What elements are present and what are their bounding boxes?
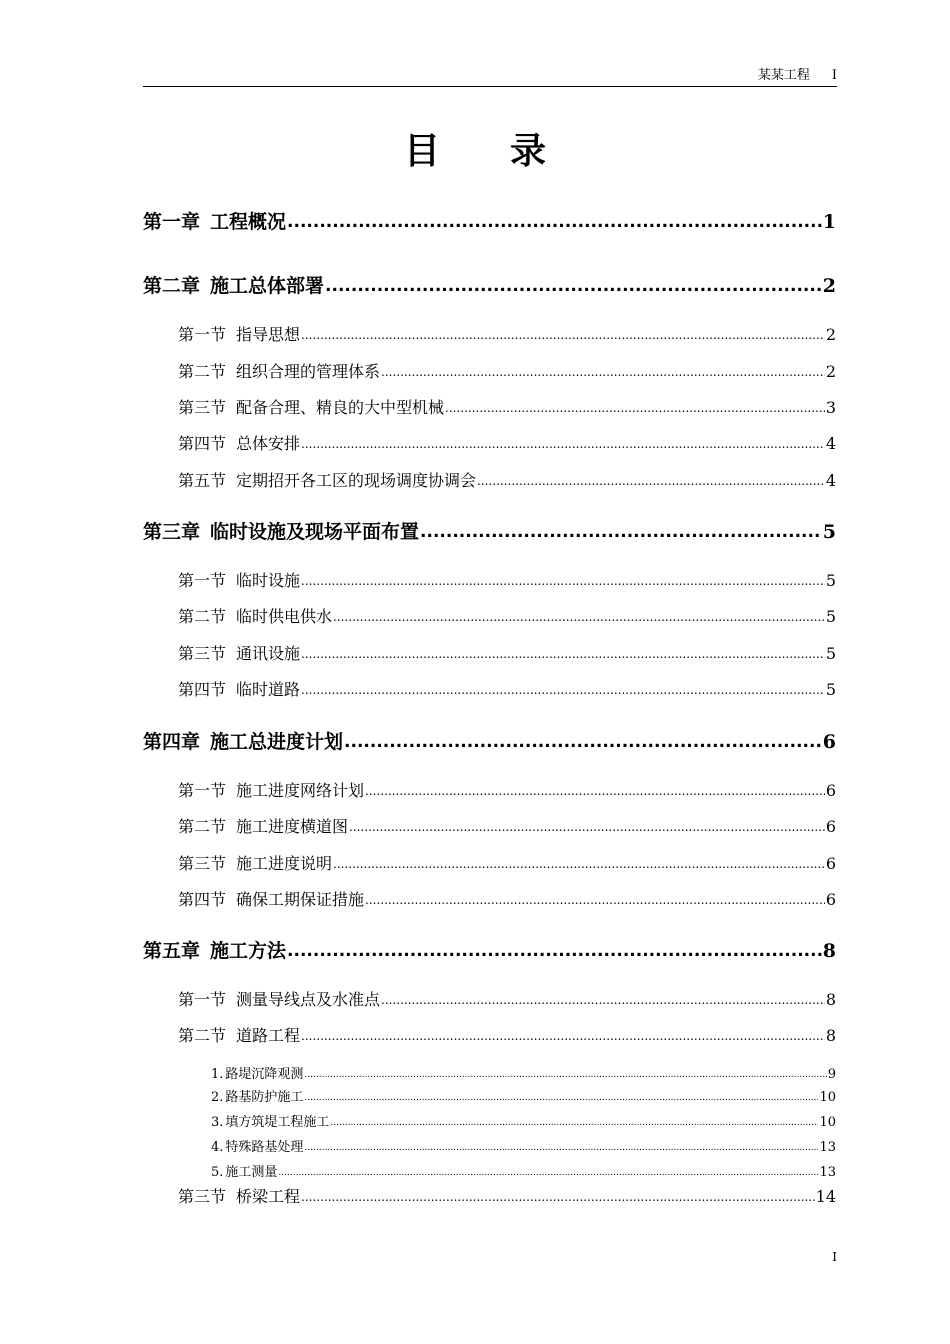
toc-leader-dots — [420, 519, 822, 545]
toc-section-entry[interactable] — [178, 570, 836, 592]
toc-entry-page: 5 — [825, 607, 836, 626]
toc-chapter-entry[interactable] — [143, 938, 836, 964]
toc-entry-page: 2 — [825, 325, 836, 344]
toc-entry-text: 定期招开各工区的现场调度协调会 — [236, 471, 477, 490]
toc-entry-label: 第一节 — [178, 781, 227, 800]
toc-leader-dots — [287, 938, 822, 964]
toc-entry-label: 第二节 — [178, 607, 227, 626]
toc-entry-text: 通讯设施 — [236, 644, 301, 663]
toc-entry-text: 施工测量 — [225, 1165, 278, 1180]
toc-subsection-entry[interactable] — [211, 1114, 836, 1132]
toc-entry-page: 4 — [825, 471, 836, 490]
toc-entry-page: 6 — [822, 731, 836, 753]
toc-entry-page: 6 — [825, 781, 836, 800]
toc-entry-text: 临时设施及现场平面布置 — [210, 521, 420, 543]
toc-leader-dots — [301, 324, 825, 346]
toc-leader-dots — [381, 361, 825, 383]
toc-entry-label: 第三章 — [143, 521, 201, 543]
toc-leader-dots — [349, 816, 825, 838]
toc-entry-page: 10 — [819, 1115, 836, 1130]
toc-entry-page: 13 — [819, 1140, 836, 1155]
toc-entry-text: 道路工程 — [236, 1026, 301, 1045]
toc-leader-dots — [287, 209, 822, 235]
toc-leader-dots — [365, 889, 825, 911]
toc-entry-label: 第二节 — [178, 362, 227, 381]
toc-leader-dots — [301, 1186, 815, 1208]
toc-entry-label: 4. — [211, 1140, 224, 1155]
toc-entry-label: 第二节 — [178, 1026, 227, 1045]
toc-leader-dots — [445, 397, 825, 419]
toc-entry-label: 5. — [211, 1165, 224, 1180]
toc-entry-label: 第五章 — [143, 940, 201, 962]
toc-subsection-entry[interactable] — [211, 1164, 836, 1182]
toc-entry-text: 填方筑堤工程施工 — [225, 1115, 330, 1130]
toc-entry-page: 6 — [825, 817, 836, 836]
toc-leader-dots — [344, 729, 822, 755]
toc-section-entry[interactable] — [178, 679, 836, 701]
toc-subsection-entry[interactable] — [211, 1139, 836, 1157]
footer-page-number: I — [832, 1250, 837, 1264]
toc-entry-text: 临时供电供水 — [236, 607, 333, 626]
toc-subsection-entry[interactable] — [211, 1066, 836, 1084]
toc-entry-page: 8 — [825, 1026, 836, 1045]
toc-entry-label: 第一节 — [178, 990, 227, 1009]
toc-entry-label: 第三节 — [178, 854, 227, 873]
toc-leader-dots — [304, 1066, 826, 1084]
toc-section-entry[interactable] — [178, 989, 836, 1011]
toc-chapter-entry[interactable] — [143, 273, 836, 299]
toc-entry-label: 第一节 — [178, 325, 227, 344]
toc-entry-page: 2 — [822, 275, 836, 297]
toc-entry-page: 9 — [827, 1067, 836, 1082]
toc-entry-label: 第二节 — [178, 817, 227, 836]
toc-entry-label: 第一节 — [178, 571, 227, 590]
toc-entry-page: 1 — [822, 211, 836, 233]
toc-leader-dots — [301, 433, 825, 455]
toc-subsection-entry[interactable] — [211, 1089, 836, 1107]
toc-entry-page: 14 — [815, 1187, 836, 1206]
toc-leader-dots — [381, 989, 825, 1011]
toc-entry-page: 5 — [825, 571, 836, 590]
toc-leader-dots — [301, 570, 825, 592]
toc-entry-text: 指导思想 — [236, 325, 301, 344]
header-project-name: 某某工程 — [757, 68, 810, 83]
toc-entry-text: 施工方法 — [210, 940, 287, 962]
toc-entry-label: 3. — [211, 1115, 224, 1130]
toc-leader-dots — [330, 1114, 818, 1132]
toc-title: 目录 — [403, 131, 616, 172]
toc-entry-text: 组织合理的管理体系 — [236, 362, 381, 381]
toc-entry-text: 施工总体部署 — [210, 275, 325, 297]
toc-entry-page: 8 — [822, 940, 836, 962]
toc-entry-page: 10 — [819, 1090, 836, 1105]
toc-entry-page: 5 — [822, 521, 836, 543]
toc-entry-text: 配备合理、精良的大中型机械 — [236, 398, 445, 417]
toc-leader-dots — [333, 853, 825, 875]
toc-chapter-entry[interactable] — [143, 209, 836, 235]
toc-entry-label: 1. — [211, 1067, 224, 1082]
toc-section-entry[interactable] — [178, 433, 836, 455]
toc-leader-dots — [477, 470, 825, 492]
toc-entry-page: 5 — [825, 680, 836, 699]
toc-section-entry[interactable] — [178, 397, 836, 419]
toc-leader-dots — [301, 643, 825, 665]
toc-leader-dots — [278, 1164, 818, 1182]
toc-leader-dots — [301, 679, 825, 701]
toc-leader-dots — [304, 1139, 818, 1157]
toc-entry-label: 第二章 — [143, 275, 201, 297]
toc-section-entry[interactable] — [178, 470, 836, 492]
toc-entry-label: 第三节 — [178, 398, 227, 417]
toc-section-entry[interactable] — [178, 1186, 836, 1208]
toc-section-entry[interactable] — [178, 324, 836, 346]
toc-leader-dots — [333, 606, 825, 628]
toc-entry-text: 临时设施 — [236, 571, 301, 590]
toc-entry-label: 第四节 — [178, 890, 227, 909]
header-page-number: I — [831, 68, 837, 83]
toc-section-entry[interactable] — [178, 606, 836, 628]
toc-entry-text: 总体安排 — [236, 434, 301, 453]
toc-chapter-entry[interactable] — [143, 729, 836, 755]
toc-entry-label: 2. — [211, 1090, 224, 1105]
toc-entry-text: 施工进度网络计划 — [236, 781, 365, 800]
toc-entry-text: 临时道路 — [236, 680, 301, 699]
toc-entry-text: 测量导线点及水准点 — [236, 990, 381, 1009]
toc-entry-page: 6 — [825, 854, 836, 873]
toc-entry-text: 施工总进度计划 — [210, 731, 344, 753]
toc-entry-text: 路基防护施工 — [225, 1090, 304, 1105]
toc-entry-text: 施工进度说明 — [236, 854, 333, 873]
toc-entry-page: 3 — [825, 398, 836, 417]
toc-entry-page: 6 — [825, 890, 836, 909]
toc-entry-label: 第四章 — [143, 731, 201, 753]
toc-entry-label: 第四节 — [178, 680, 227, 699]
page-header — [143, 66, 837, 87]
toc-section-entry[interactable] — [178, 780, 836, 802]
toc-section-entry[interactable] — [178, 361, 836, 383]
toc-section-entry[interactable] — [178, 816, 836, 838]
toc-entry-label: 第三节 — [178, 644, 227, 663]
toc-entry-page: 8 — [825, 990, 836, 1009]
toc-entry-page: 5 — [825, 644, 836, 663]
toc-entry-text: 确保工期保证措施 — [236, 890, 365, 909]
toc-entry-page: 2 — [825, 362, 836, 381]
toc-leader-dots — [325, 273, 822, 299]
header-text — [758, 68, 837, 84]
toc-entry-text: 路堤沉降观测 — [225, 1067, 304, 1082]
toc-section-entry[interactable] — [178, 853, 836, 875]
toc-leader-dots — [304, 1089, 818, 1107]
toc-entry-label: 第一章 — [143, 211, 201, 233]
toc-leader-dots — [301, 1025, 825, 1047]
toc-entry-text: 桥梁工程 — [236, 1187, 301, 1206]
toc-entry-page: 13 — [819, 1165, 836, 1180]
toc-entry-page: 4 — [825, 434, 836, 453]
toc-section-entry[interactable] — [178, 1025, 836, 1047]
toc-entry-text: 施工进度横道图 — [236, 817, 349, 836]
toc-entry-text: 特殊路基处理 — [225, 1140, 304, 1155]
toc-entry-label: 第三节 — [178, 1187, 227, 1206]
toc-section-entry[interactable] — [178, 643, 836, 665]
toc-entry-text: 工程概况 — [210, 211, 287, 233]
toc-chapter-entry[interactable] — [143, 519, 836, 545]
toc-leader-dots — [365, 780, 825, 802]
toc-section-entry[interactable] — [178, 889, 836, 911]
toc-entry-label: 第五节 — [178, 471, 227, 490]
toc-entry-label: 第四节 — [178, 434, 227, 453]
